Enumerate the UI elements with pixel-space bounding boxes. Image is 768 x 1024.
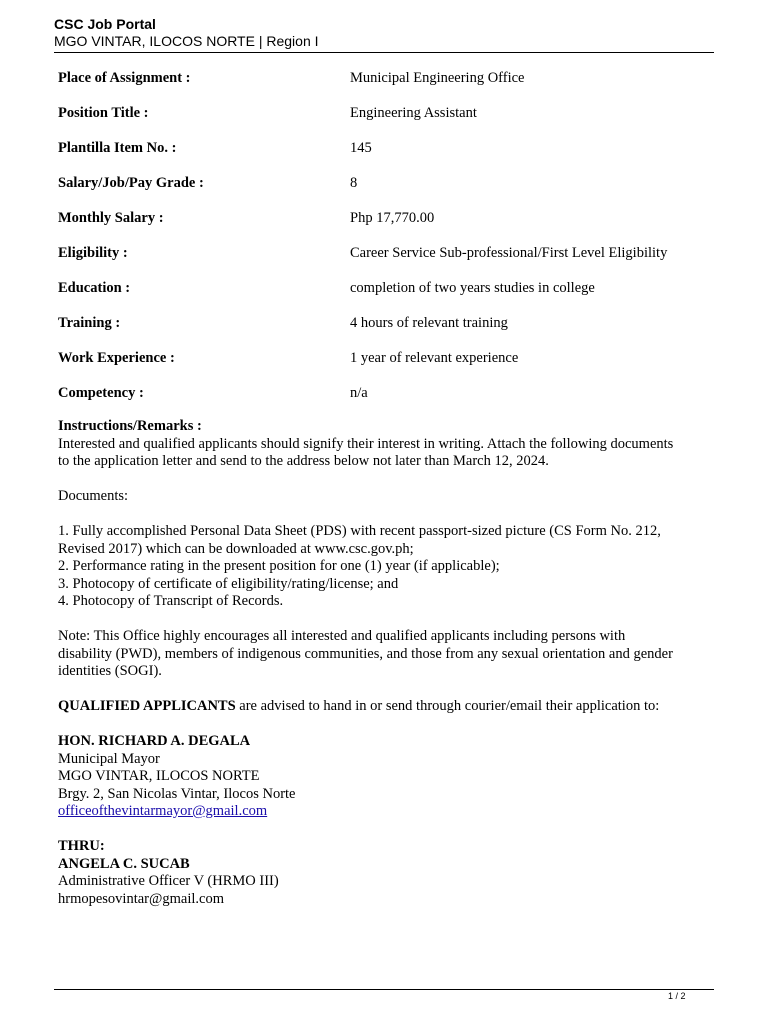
field-value-position-title: Engineering Assistant xyxy=(350,105,477,121)
field-value-competency: n/a xyxy=(350,385,368,401)
document-item: 4. Photocopy of Transcript of Records. xyxy=(58,593,284,609)
field-label-work-experience: Work Experience : xyxy=(58,350,175,366)
field-label-monthly-salary: Monthly Salary : xyxy=(58,210,164,226)
field-label-competency: Competency : xyxy=(58,385,144,401)
documents-heading: Documents: xyxy=(58,488,129,504)
field-value-plantilla-item: 145 xyxy=(350,140,372,156)
agency-region: MGO VINTAR, ILOCOS NORTE | Region I xyxy=(54,33,319,49)
field-label-training: Training : xyxy=(58,315,121,331)
field-value-salary-grade: 8 xyxy=(350,175,358,191)
addressee-position: Municipal Mayor xyxy=(58,750,160,767)
document-item: Revised 2017) which can be downloaded at www.csc.gov.ph; xyxy=(58,540,414,557)
field-label-salary-grade: Salary/Job/Pay Grade : xyxy=(58,175,204,191)
document-item: 1. Fully accomplished Personal Data Sheet (PDS) with recent passport-sized picture (CS Form No. 212, xyxy=(58,523,661,539)
note-line: identities (SOGI). xyxy=(58,663,162,679)
addressee-name: HON. RICHARD A. DEGALA xyxy=(58,733,251,749)
qualified-applicants-text: are advised to hand in or send through courier/email their application to: xyxy=(235,698,660,714)
footer-divider xyxy=(54,989,714,990)
qualified-applicants-heading: QUALIFIED APPLICANTS xyxy=(58,698,236,714)
addressee-block xyxy=(58,733,718,821)
field-label-education: Education : xyxy=(58,280,131,296)
qualified-applicants-paragraph xyxy=(58,698,718,716)
thru-email: hrmopesovintar@gmail.com xyxy=(58,890,224,907)
field-value-monthly-salary: Php 17,770.00 xyxy=(350,210,435,226)
instructions-line: Interested and qualified applicants should signify their interest in writing. Attach the following documents xyxy=(58,435,674,452)
thru-label: THRU: xyxy=(58,838,105,854)
instructions-heading: Instructions/Remarks : xyxy=(58,418,202,434)
page-number: 1 / 2 xyxy=(668,991,686,1001)
documents-list xyxy=(58,523,718,611)
thru-name: ANGELA C. SUCAB xyxy=(58,855,190,872)
field-value-work-experience: 1 year of relevant experience xyxy=(350,350,519,366)
document-item: 3. Photocopy of certificate of eligibility/rating/license; and xyxy=(58,575,399,592)
note-line: disability (PWD), members of indigenous communities, and those from any sexual orientation and gender xyxy=(58,645,673,662)
field-label-eligibility: Eligibility : xyxy=(58,245,128,261)
addressee-email-link[interactable]: officeofthevintarmayor@gmail.com xyxy=(58,803,268,819)
note-line: Note: This Office highly encourages all interested and qualified applicants including persons with xyxy=(58,628,626,644)
field-value-education: completion of two years studies in college xyxy=(350,280,595,296)
addressee-office: MGO VINTAR, ILOCOS NORTE xyxy=(58,768,260,784)
field-label-place-of-assignment: Place of Assignment : xyxy=(58,70,191,86)
field-label-plantilla-item: Plantilla Item No. : xyxy=(58,140,177,156)
field-value-place-of-assignment: Municipal Engineering Office xyxy=(350,70,525,86)
header-divider xyxy=(54,52,714,53)
field-label-position-title: Position Title : xyxy=(58,105,149,121)
field-value-training: 4 hours of relevant training xyxy=(350,315,508,331)
field-value-eligibility: Career Service Sub-professional/First Level Eligibility xyxy=(350,245,668,261)
note-section xyxy=(58,628,718,681)
instructions-section xyxy=(58,418,718,471)
instructions-line: to the application letter and send to the address below not later than March 12, 2024. xyxy=(58,453,549,469)
addressee-address: Brgy. 2, San Nicolas Vintar, Ilocos Norte xyxy=(58,785,296,802)
thru-block xyxy=(58,838,718,908)
thru-position: Administrative Officer V (HRMO III) xyxy=(58,873,279,889)
document-item: 2. Performance rating in the present position for one (1) year (if applicable); xyxy=(58,558,500,574)
portal-title: CSC Job Portal xyxy=(54,16,156,32)
